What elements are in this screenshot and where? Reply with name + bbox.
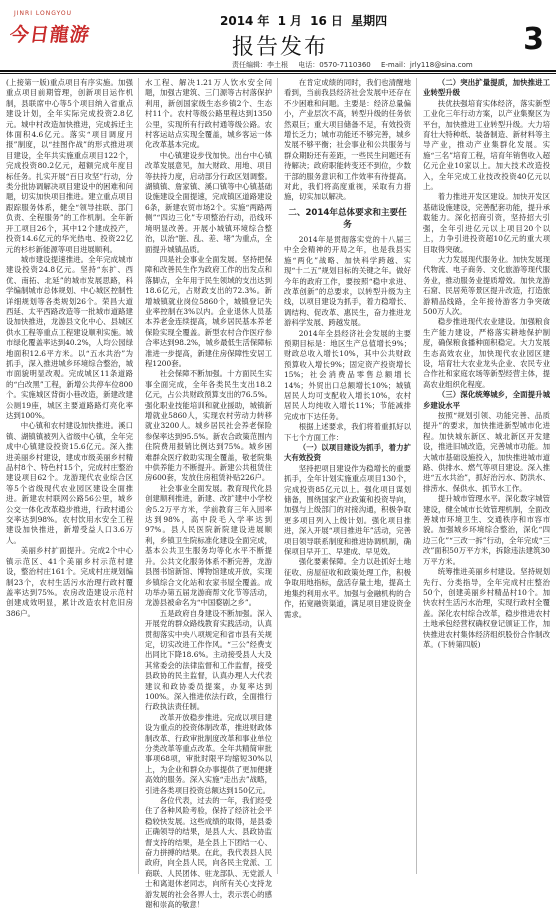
page-number: 3	[523, 22, 544, 57]
section-heading: （一）以项目建设为抓手，着力扩大有效投资	[284, 443, 411, 463]
article-paragraph: 2014年是贯彻落实党的十八届三中全会精神的开局之年，也是我县实施“两化”战略、加快科学跨越、实现“十二五”规划目标的关键之年。做好今年的政府工作，要按照“稳中求进、改革创新”的总要求，以转型升级为主线，以项目建设为抓手，着力稳增长、调结构、促改革、惠民生，奋力推进龙游科学发展、跨越发展。	[284, 234, 411, 328]
article-columns	[6, 78, 550, 910]
article-paragraph: 美丽乡村扩面提升。完成2个中心镇示范区、41个美丽乡村示范村建设，整治村庄161个。完成村庄规划编制23个，农村生活污水治理行政村覆盖率达到75%。农房改造建设示范村创建成效明显，累计改造农村危旧房386户。	[6, 546, 133, 618]
article-paragraph: 五是政府自身建设不断加强。深入开展党的群众路线教育实践活动，认真贯彻落实中央八项规定和省市县有关规定，切实改进工作作风。“三公”经费支出同比下降18.6%。主动接受县人大及其常委会的法律监督和工作监督，接受县政协的民主监督，认真办理人大代表建议和政协委员提案，办复率达到100%。深入推进依法行政，全面推行行政执法责任制。	[145, 608, 272, 712]
article-paragraph: 城市建设提速推进。全年完成城市建设投资24.8亿元。坚持“东扩、西优、南拓、北延”的城市发展思路，科学编制城市总体规划、中心城区控制性详细规划等各类规划26个。荣昌大道西延、太平西路改造等一批城市道路建设加快推进，龙游县文化中心、县城区供水工程等重点工程建设顺利实施。城市绿化覆盖率达到40.2%，人均公园绿地面积12.6平方米。以“五水共治”为抓手，深入推进城乡环境综合整治，城市面貌明显改观。完成城区11条道路的“白改黑”工程，新增公共停车位800个。实施城区背街小巷改造，新建改建公厕19座，城区主要道路路灯亮化率达到100%。	[6, 254, 133, 420]
date-day-unit: 日	[330, 14, 343, 28]
column-1	[6, 78, 139, 874]
masthead	[0, 0, 556, 72]
section-heading: 二、2014年总体要求和主要任务	[288, 207, 407, 230]
date-year-unit: 年	[257, 14, 270, 28]
article-paragraph: 四是社会事业全面发展。坚持把保障和改善民生作为政府工作的出发点和落脚点，全年用于民生领域的支出达到18.6亿元，占财政支出的72.3%。新增城镇就业岗位5860个，城镇登记失业率控制在3%以内。企业退休人员基本养老金连续提高，城乡居民基本养老保险实现全覆盖。新型农村合作医疗参合率达到98.2%，城乡最低生活保障标准进一步提高，新建住房保障性安居工程1200套。	[145, 254, 272, 368]
article-paragraph: 根据上述要求，我们将着重抓好以下七个方面工作：	[284, 422, 411, 442]
article-paragraph: 社会保障不断加强。十方面民生实事全面完成，全年各类民生支出18.2亿元，占公共财政预算支出的76.5%。强化职业技能培训和就业援助，城镇新增就业5860人，实现农村劳动力转移就业3200人。城乡居民社会养老保险参保率达到95.5%。新农合政策范围内住院费用报销比例达到75%。城乡困难群众医疗救助实现全覆盖，敬老院集中供养能力不断提升。新建公共租赁住房600套，发放住房租赁补贴226户。	[145, 369, 272, 483]
article-paragraph: 中心镇建设步伐加快。出台中心镇改革发展意见，加大财政、用地、项目等扶持力度，启动部分行政区划调整。湖镇镇、詹家镇、溪口镇等中心镇基础设施建设全面提速，完成镇区道路建设6条，新建农贸市场2个。实施“两路两侧”“四边三化”专项整治行动，沿线环境明显改善。开展小城镇环境综合整治，以治“脏、乱、差、堵”为重点，全面提升城镇品质。	[145, 150, 272, 254]
article-paragraph: 统筹推进美丽乡村建设。坚持规划先行、分类指导，全年完成村庄整治50个，创建美丽乡村精品村10个。加快农村生活污水治理，实现行政村全覆盖。深化农村综合改革，稳步推进农村土地承包经营权确权登记颁证工作，加快推进农村集体经济组织股份合作制改革。(下转第四版)	[423, 567, 550, 649]
date-weekday: 星期四	[351, 14, 388, 28]
article-paragraph: 按照“规划引领、功能完善、品质提升”的要求，加快推进新型城市化进程。加快城东新区、城北新区开发建设，推进旧城改造，完善城市功能。加大城市基础设施投入，加快推进城市道路、供排水、燃气等项目建设。深入推进“五水共治”，抓好治污水、防洪水、排涝水、保供水、抓节水工作。	[423, 411, 550, 493]
article-paragraph: 坚持把项目建设作为稳增长的重要抓手，全年计划实施重点项目130个，完成投资85亿元以上。强化项目谋划储备，围绕国家产业政策和投资导向，加强与上级部门的对接沟通，积极争取更多项目列入上级计划。强化项目推进，深入开展“项目推进年”活动，完善项目领导联系制度和推进协调机制，确保项目早开工、早建成、早见效。	[284, 463, 411, 557]
section-title: 报告发布	[232, 35, 329, 60]
date-day: 16	[310, 14, 327, 28]
article-paragraph: 大力发展现代服务业。加快发展现代物流、电子商务、文化旅游等现代服务业，推动服务业提质增效。加快龙游石窟、民居苑等景区提升改造，打造旅游精品线路，全年接待游客力争突破500万人次。	[423, 254, 550, 316]
logo-text: 今日龍游	[8, 24, 92, 46]
header-rule-thick	[0, 70, 556, 72]
newspaper-logo	[6, 6, 98, 62]
editor-email: E-mail：jrly118@sina.com	[380, 61, 473, 69]
article-paragraph: 2014年全县经济社会发展的主要预期目标是：地区生产总值增长9%；财政总收入增长10%，其中公共财政预算收入增长9%；固定资产投资增长15%；社会消费品零售总额增长14%；外贸出口总额增长10%；城镇居民人均可支配收入增长10%，农村居民人均纯收入增长11%；节能减排完成市下达任务。	[284, 328, 411, 421]
date-month: 1	[277, 14, 286, 28]
article-paragraph: 扶优扶强培育实体经济，落实新型工业化三年行动方案，以产业集聚区为平台，加快推进工业转型升级。大力培育壮大特种纸、装备制造、新材料等主导产业，推动产业集群化发展。实施“三名”培育工程，培育年销售收入超亿元企业10家以上。加大技术改造投入，全年完成工业技改投资40亿元以上。	[423, 98, 550, 192]
header-rule-thin	[0, 73, 556, 74]
date-month-unit: 月	[289, 14, 302, 28]
article-paragraph: 稳步推进现代农业建设。加强粮食生产能力建设，严格落实耕地保护制度，确保粮食播种面积稳定。大力发展生态高效农业，加快现代农业园区建设，培育壮大农业龙头企业、农民专业合作社和家庭农场等新型经营主体，提高农业组织化程度。	[423, 317, 550, 389]
date-year: 2014	[220, 14, 254, 28]
article-paragraph: 各位代表，过去的一年，我们经受住了各种风险考验，保持了经济社会平稳较快发展。这些成绩的取得，是县委正确领导的结果，是县人大、县政协监督支持的结果，是全县上下团结一心、奋力拼搏的结果。在此，我代表县人民政府，向全县人民，向各民主党派、工商联、人民团体、驻龙部队、无党派人士和离退休老同志，向所有关心支持龙游发展的社会各界人士，表示衷心的感谢和崇高的敬意！	[145, 796, 272, 910]
article-paragraph: 改革开放稳步推进。完成以项目建设为重点的投资体制改革，推进财政体制改革、行政审批制度改革和事业单位分类改革等重点改革。全年共精简审批事项68项，审批时限平均缩短30%以上，为企业和群众办事提供了更加便捷高效的服务。深入实施“走出去”战略，引进各类项目投资总额达到150亿元。	[145, 712, 272, 795]
section-heading: （三）深化统筹城乡，全面提升城乡建设水平	[423, 390, 550, 410]
logo-pinyin: JINRI LONGYOU	[14, 10, 73, 17]
article-paragraph: 中心镇和农村建设加快推进。溪口镇、湖镇镇被列入省级中心镇，全年完成中心镇建设投资15.6亿元。深入推进美丽乡村建设，建成市级美丽乡村精品村8个、特色村15个，完成村庄整治建设项目62个。龙游现代农业综合区等5个省级现代农业园区建设全面推进。新建农村联网公路56公里，城乡公交一体化改革稳步推进，行政村通公交率达到98%。农村饮用水安全工程建设加快推进，新增受益人口3.6万人。	[6, 421, 133, 545]
article-paragraph: 水工程、解决1.21万人饮水安全问题，加强古建筑、三门源等古村落保护利用，新创国家级生态乡镇2个、生态村11个。农村等级公路里程达到1350公里，实现所有行政村通等级公路。农村客运站点实现全覆盖，城乡客运一体化改革基本完成。	[145, 78, 272, 150]
column-2	[145, 78, 278, 910]
editor-phone: 电话：0570-7110360	[298, 61, 371, 69]
article-paragraph: 在肯定成绩的同时，我们也清醒地看到，当前我县经济社会发展中还存在不少困难和问题。主要是：经济总量偏小，产业层次不高，转型升级的任务依然艰巨；重大项目储备不足，有效投资增长乏力；城市功能还不够完善，城乡发展不够平衡；社会事业和公共服务与群众期盼还有差距，一些民生问题还有待解决；政府职能转变还不到位，少数干部的服务意识和工作效率有待提高。对此，我们将高度重视，采取有力措施，切实加以解决。	[284, 78, 411, 202]
article-paragraph: 社会事业全面发展。教育现代化县创建顺利推进，新建、改扩建中小学校舍5.2万平方米，学前教育三年入园率达到98%，高中段毛入学率达到97%。县人民医院新院建设进展顺利，乡镇卫生院标准化建设全面完成，基本公共卫生服务均等化水平不断提升。公共文化服务体系不断完善，龙游县图书馆新馆、博物馆建成开放，实现乡镇综合文化站和农家书屋全覆盖。成功举办第五届龙游商帮文化节等活动，龙游县被命名为“中国婺剧之乡”。	[145, 483, 272, 608]
issue-date	[220, 12, 391, 29]
editor-name: 责任编辑：李土根	[232, 61, 288, 69]
column-3	[284, 78, 417, 874]
article-paragraph: 提升城市管理水平。深化数字城管建设，健全城市长效管理机制，全面改善城市环境卫生、交通秩序和市容市貌。加强城乡环境综合整治，深化“四边三化”“三改一拆”行动，全年完成“三改”面积50万平方米，拆除违法建筑30万平方米。	[423, 494, 550, 566]
section-heading: （二）突出扩量提质，加快推进工业转型升级	[423, 78, 550, 98]
article-paragraph: 着力推进开发区建设。加快开发区基础设施建设，完善配套功能，提升承载能力。深化招商引资，坚持招大引强，全年引进亿元以上项目20个以上，力争引进投资超10亿元的重大项目取得突破。	[423, 192, 550, 254]
column-4	[423, 78, 550, 874]
article-paragraph: (上接第一版)重点项目有序实施。加强重点项目前期管理，创新项目运作机制，县联席中心等5个项目纳入省重点建设计划，全年实际完成投资2.8亿元。城中村改造加快推进，完成拆迁主体面积4.6亿元。落实“项目调度月报”制度，以“挂图作战”的形式推进项目建设，全年共实施重点项目122个，完成投资80.2亿元，超额完成年度目标任务。扎实开展“百日攻坚”行动，分类分批协调解决项目建设中的困难和问题，切实加快项目推进。建立重点项目跟踪服务体系，健全“领导挂联、部门负责、全程服务”的工作机制。全年新开工项目26个，其中12个建成投产，投资14.6亿元的华光热电、投资22亿元的杉杉新能源等项目进展顺利。	[6, 78, 133, 254]
editor-info	[232, 60, 481, 70]
article-paragraph: 强化要素保障。全力以赴抓好土地征收、房屋征收和政策处理工作，积极争取用地指标，盘活存量土地，提高土地集约利用水平。加强与金融机构的合作，拓宽融资渠道，满足项目建设资金需求。	[284, 557, 411, 619]
